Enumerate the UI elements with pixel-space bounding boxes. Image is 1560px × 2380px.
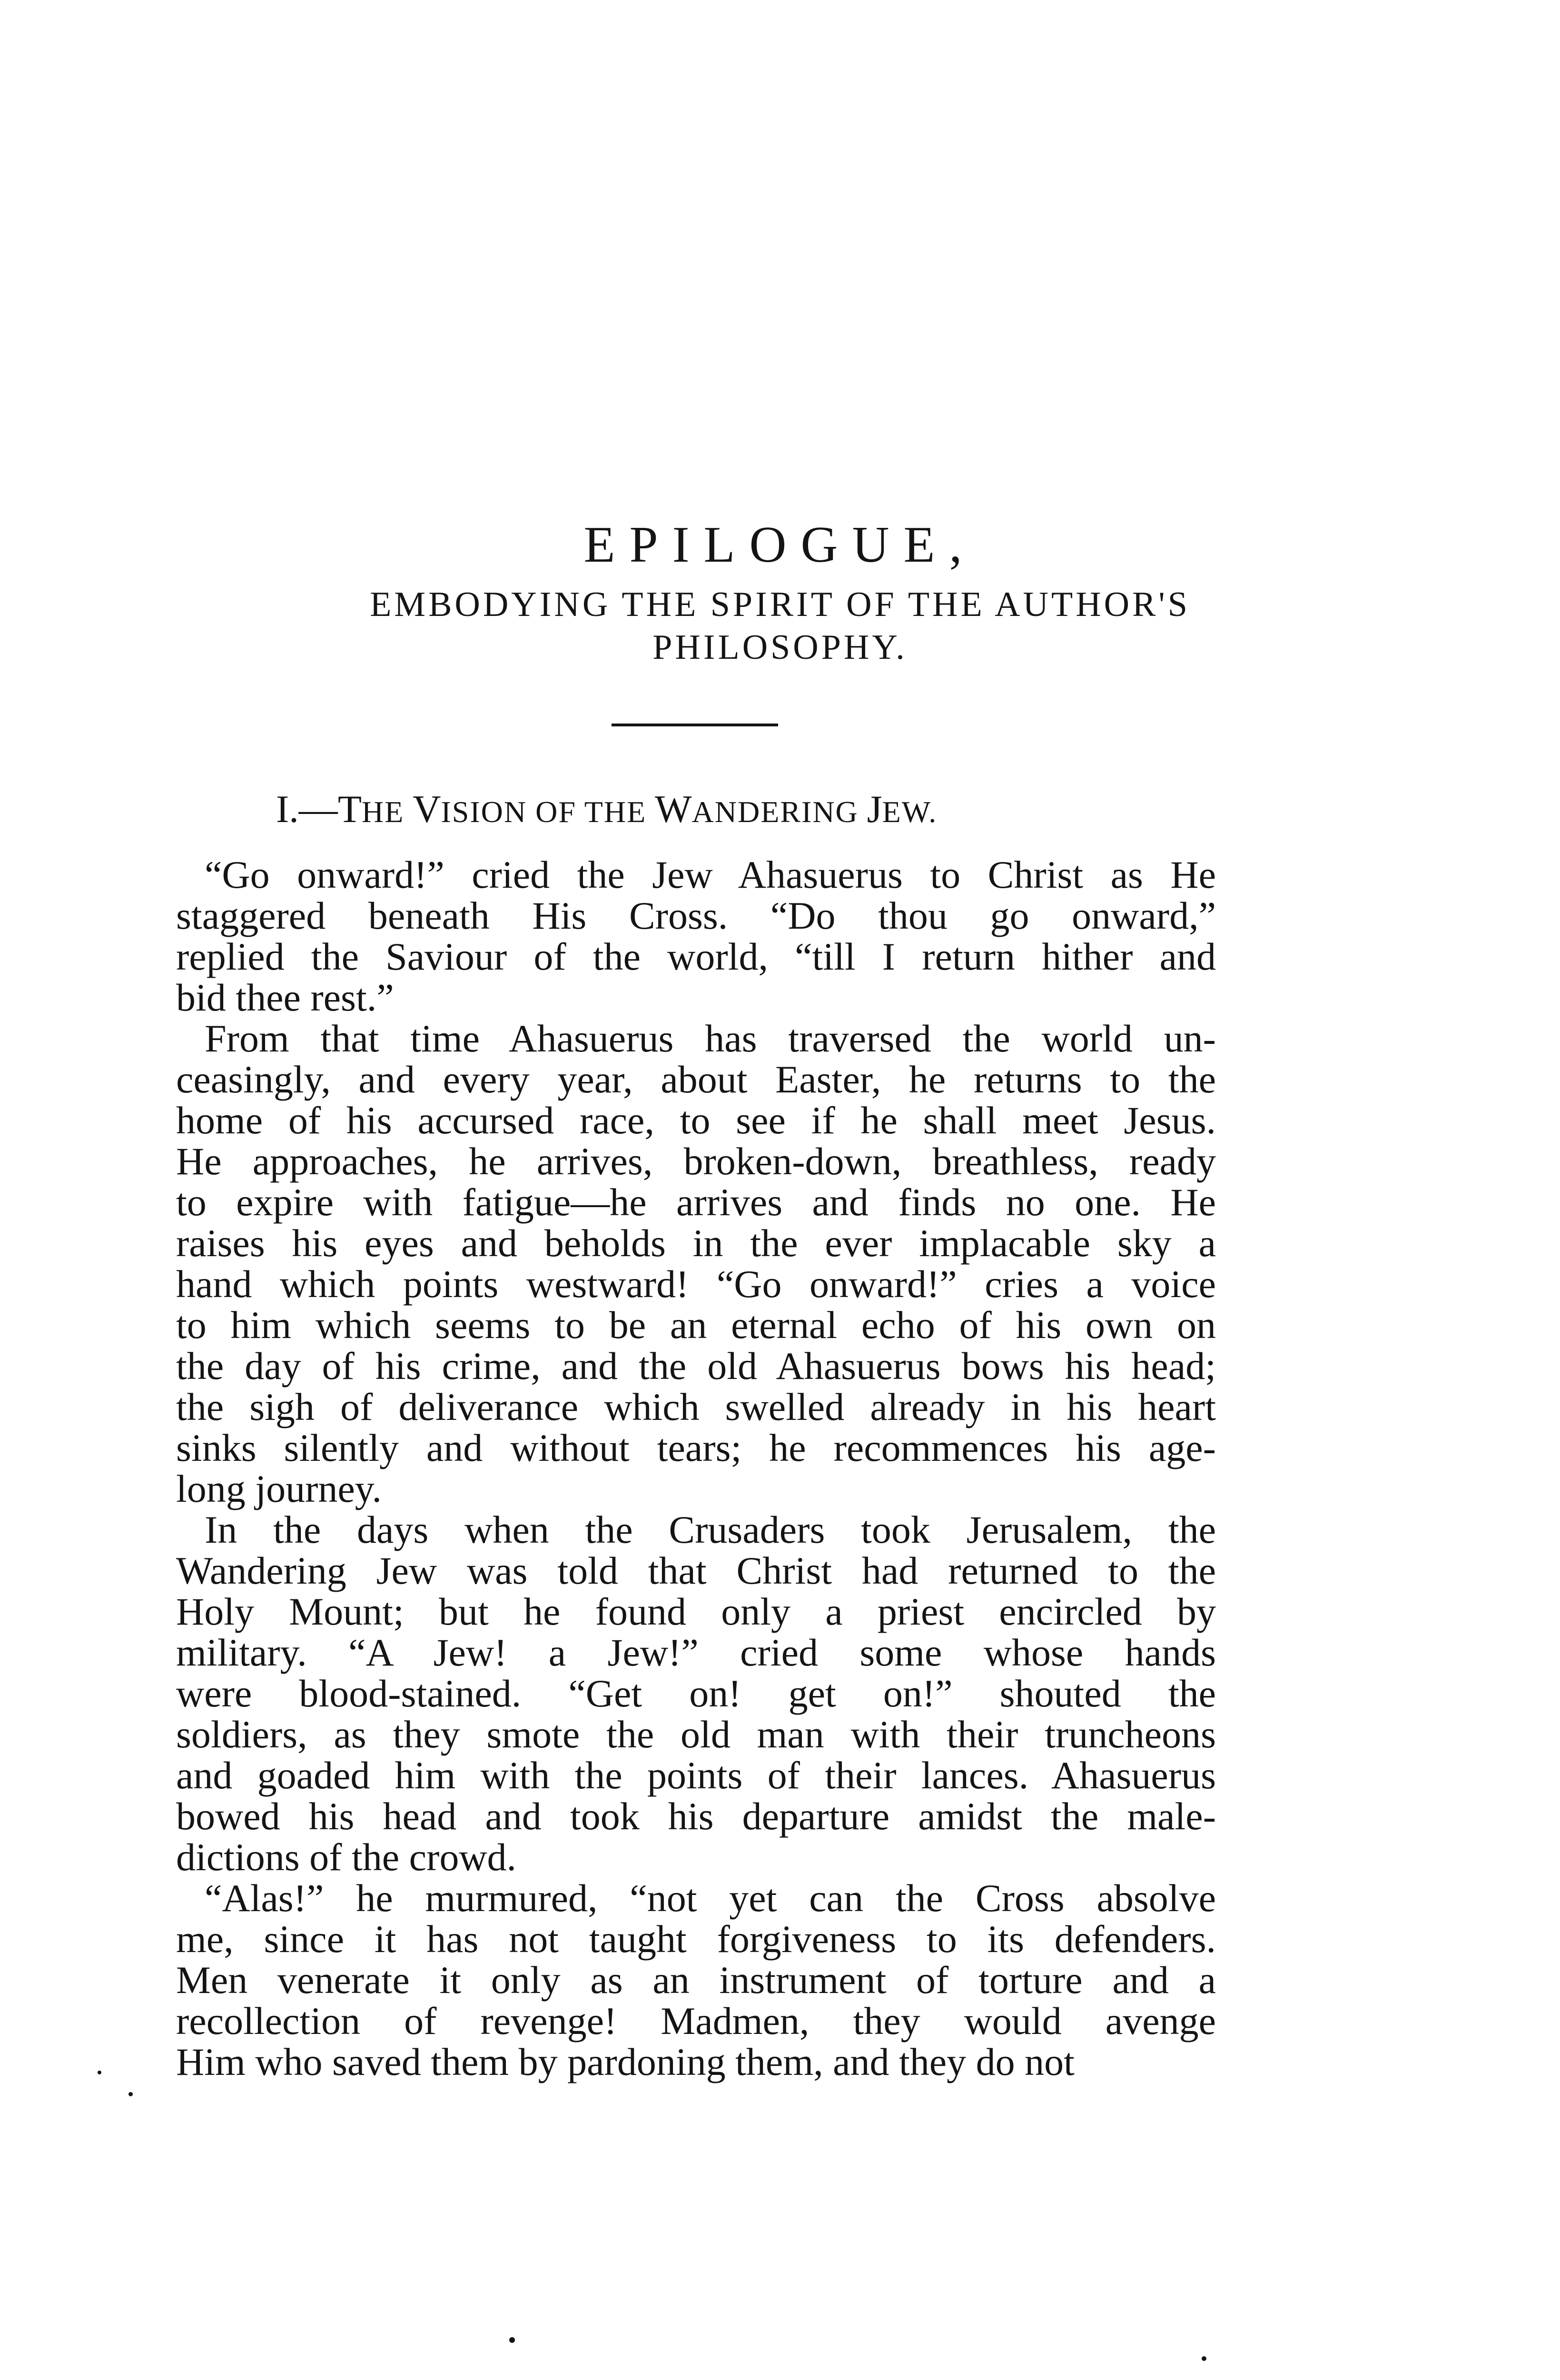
section-title-part: W bbox=[655, 787, 692, 831]
subtitle-line-2: PHILOSOPHY. bbox=[652, 628, 908, 667]
print-speck bbox=[128, 2092, 133, 2096]
text-line: military. “A Jew! a Jew!” cried some whose hands bbox=[176, 1631, 1216, 1674]
print-speck bbox=[98, 2071, 101, 2074]
paragraph bbox=[176, 1878, 1216, 2082]
text-line: “Alas!” he murmured, “not yet can the Cross absolve bbox=[205, 1876, 1216, 1920]
text-line: to him which seems to be an eternal echo of his own on bbox=[176, 1303, 1216, 1347]
section-title-part: HE bbox=[361, 795, 413, 829]
text-line: the day of his crime, and the old Ahasuerus bows his head; bbox=[176, 1344, 1216, 1388]
text-line: bid thee rest.” bbox=[176, 976, 394, 1019]
text-line: hand which points westward! “Go onward!” cries a voice bbox=[176, 1262, 1216, 1306]
section-title bbox=[338, 787, 937, 831]
text-line: He approaches, he arrives, broken-down, breathless, ready bbox=[176, 1140, 1216, 1183]
text-line: and goaded him with the points of their lances. Ahasuerus bbox=[176, 1754, 1216, 1797]
print-speck bbox=[509, 2337, 515, 2343]
text-line: replied the Saviour of the world, “till I return hither and bbox=[176, 935, 1216, 978]
text-line: bowed his head and took his departure amidst the male- bbox=[176, 1795, 1216, 1838]
print-speck bbox=[1202, 2356, 1206, 2361]
text-line: staggered beneath His Cross. “Do thou go onward,” bbox=[176, 894, 1216, 937]
section-title-part: J bbox=[867, 787, 882, 831]
text-line: to expire with fatigue—he arrives and finds no one. He bbox=[176, 1180, 1216, 1224]
section-title-part: T bbox=[337, 787, 362, 831]
text-line: dictions of the crowd. bbox=[176, 1835, 517, 1879]
text-line: home of his accursed race, to see if he shall meet Jesus. bbox=[176, 1099, 1216, 1142]
text-line: Men venerate it only as an instrument of torture and a bbox=[176, 1958, 1216, 2002]
section-heading bbox=[276, 785, 937, 836]
text-line: Holy Mount; but he found only a priest encircled by bbox=[176, 1590, 1216, 1633]
subtitle-line-1: EMBODYING THE SPIRIT OF THE AUTHOR'S bbox=[370, 585, 1190, 624]
epilogue-title: EPILOGUE, bbox=[583, 516, 977, 573]
paragraph bbox=[176, 1509, 1216, 1878]
text-line: raises his eyes and beholds in the ever implacable sky a bbox=[176, 1221, 1216, 1265]
text-line: were blood-stained. “Get on! get on!” shouted the bbox=[176, 1672, 1216, 1715]
paragraph bbox=[176, 854, 1216, 1018]
section-title-part: V bbox=[413, 787, 441, 831]
text-line: From that time Ahasuerus has traversed the world un- bbox=[205, 1017, 1216, 1060]
section-title-part: ISION OF THE bbox=[441, 795, 655, 829]
text-line: soldiers, as they smote the old man with their truncheons bbox=[176, 1713, 1216, 1756]
text-line: “Go onward!” cried the Jew Ahasuerus to Christ as He bbox=[205, 853, 1216, 896]
heading-divider bbox=[612, 724, 778, 726]
section-title-part: EW. bbox=[882, 795, 938, 829]
text-line: In the days when the Crusaders took Jerusalem, the bbox=[205, 1508, 1216, 1551]
text-line: long journey. bbox=[176, 1467, 382, 1510]
section-title-part: ANDERING bbox=[691, 795, 867, 829]
text-line: ceasingly, and every year, about Easter, he returns to the bbox=[176, 1058, 1216, 1101]
text-line: sinks silently and without tears; he recommences his age- bbox=[176, 1426, 1216, 1469]
section-number: I.— bbox=[276, 787, 338, 831]
text-line: Him who saved them by pardoning them, and they do not bbox=[176, 2040, 1075, 2083]
epilogue-subtitle bbox=[0, 583, 1560, 669]
text-line: recollection of revenge! Madmen, they would avenge bbox=[176, 1999, 1216, 2043]
text-line: me, since it has not taught forgiveness to its defenders. bbox=[176, 1917, 1216, 1961]
text-line: Wandering Jew was told that Christ had returned to the bbox=[176, 1549, 1216, 1592]
body-text bbox=[176, 854, 1216, 2082]
paragraph bbox=[176, 1018, 1216, 1509]
text-line: the sigh of deliverance which swelled already in his heart bbox=[176, 1385, 1216, 1428]
